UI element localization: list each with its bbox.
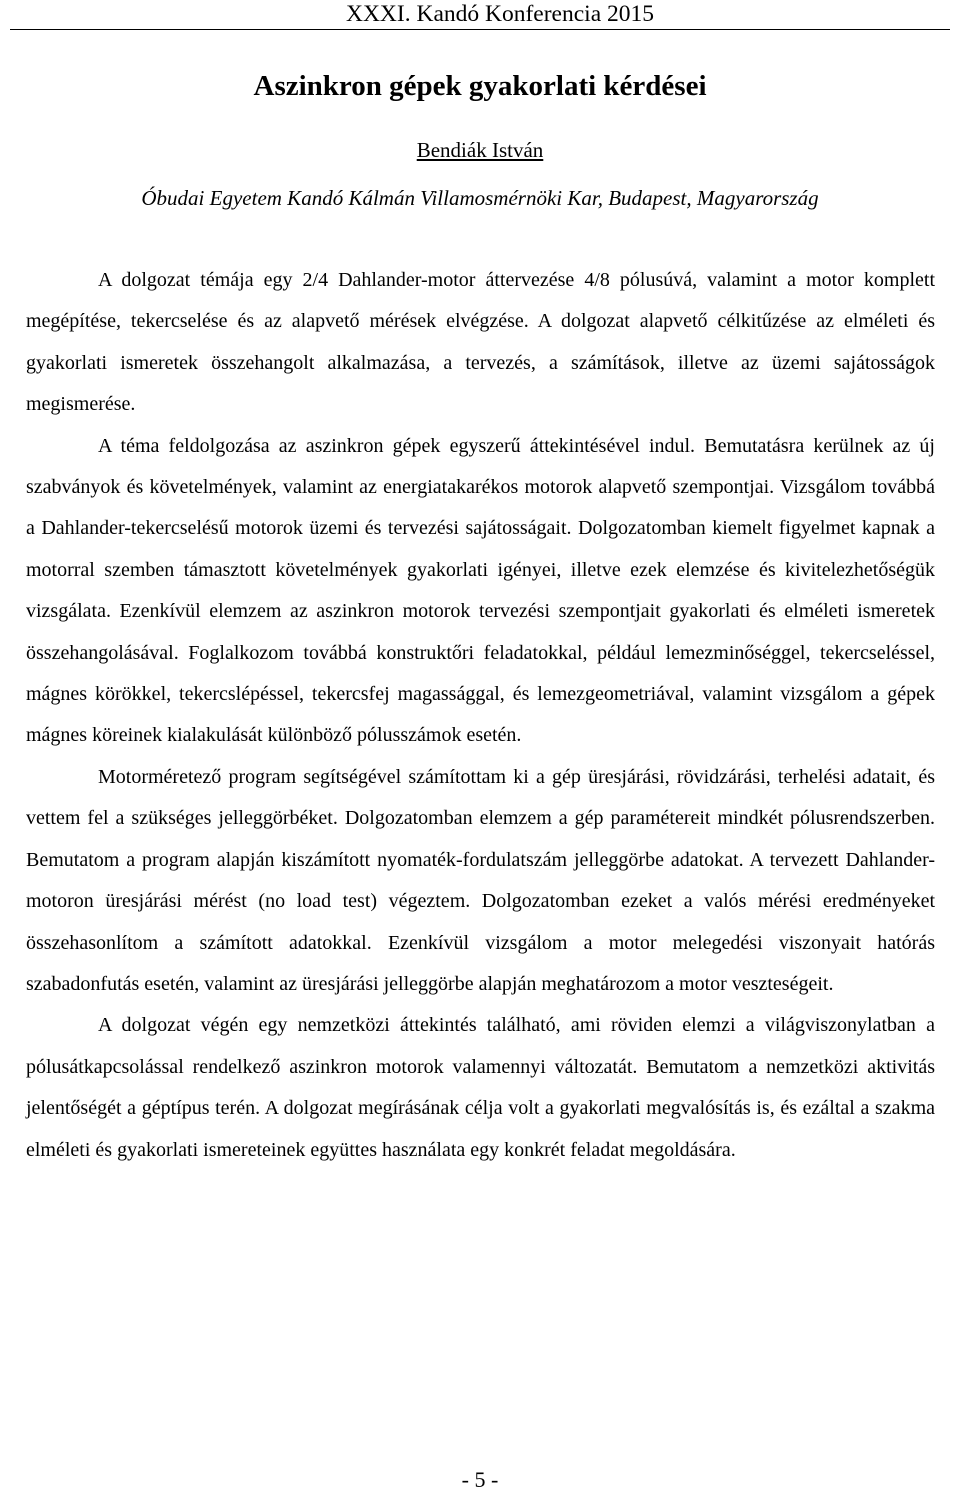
author-affiliation: Óbudai Egyetem Kandó Kálmán Villamosmérnöki Kar, Budapest, Magyarország xyxy=(141,186,819,210)
paragraph-1: A dolgozat témája egy 2/4 Dahlander-motor áttervezése 4/8 pólusúvá, valamint a motor komplett megépítése, tekercselése és az alapvető mérések elvégzése. A dolgozat alapvető célkitűzése az elméleti és gyakorlati ismeretek összehangolt alkalmazása, a tervezés, a számítások, illetve az üzemi sajátosságok megismerése. xyxy=(26,269,935,416)
running-header xyxy=(0,0,960,34)
header-rule xyxy=(10,29,950,30)
paragraph-2: A téma feldolgozása az aszinkron gépek egyszerű áttekintésével indul. Bemutatásra kerülnek az új szabványok és követelmények, valamint az energiatakarékos motorok alapvető szempontjai. Vizsgálom továbbá a Dahlander-tekercselésű motorok üzemi és tervezési sajátosságait. Dolgozatomban kiemelt figyelmet kapnak a motorral szemben támasztott követelmények gyakorlati igényei, illetve ezek elemzése és kivitelezhetőségük vizsgálata. Ezenkívül elemzem az aszinkron motorok tervezési szempontjait gyakorlati és elméleti ismeretek összehangolásával. Foglalkozom továbbá konstruktőri feladatokkal, például lemezminőséggel, tekercseléssel, mágnes körökkel, tekercslépéssel, tekercsfej magassággal, és lemezgeometriával, valamint vizsgálom a gépek mágnes köreinek kialakulását különböző pólusszámok esetén. xyxy=(26,434,935,747)
paragraph-3: Motorméretező program segítségével számítottam ki a gép üresjárási, rövidzárási, terhelési adatait, és vettem fel a szükséges jelleggörbéket. Dolgozatomban elemzem a gép paramétereit mindkét pólusrendszerben. Bemutatom a program alapján kiszámított nyomaték-fordulatszám jelleggörbe adatokat. A tervezett Dahlander-motoron üresjárási mérést (no load test) végeztem. Dolgozatomban ezeket a valós mérési eredményeket összehasonlítom a számított adatokkal. Ezenkívül vizsgálom a motor melegedési viszonyait hatórás szabadonfutás esetén, valamint az üresjárási jelleggörbe alapján meghatározom a motor veszteségeit. xyxy=(26,765,935,995)
author-name: Bendiák István xyxy=(416,138,544,162)
page-number: - 5 - xyxy=(461,1467,499,1492)
paper-title: Aszinkron gépek gyakorlati kérdései xyxy=(253,70,707,102)
paragraph-4: A dolgozat végén egy nemzetközi áttekintés található, ami röviden elemzi a világviszonylatban a pólusátkapcsolással rendelkező aszinkron motorok valamennyi változatát. Bemutatom a nemzetközi aktivitás jelentőségét a géptípus terén. A dolgozat megírásának célja volt a gyakorlati megvalósítás is, és ezáltal a szakma elméleti és gyakorlati ismereteinek együttes használata egy konkrét feladat megoldására. xyxy=(26,1014,935,1161)
conference-name: XXXI. Kandó Konferencia 2015 xyxy=(345,1,654,27)
abstract-body xyxy=(26,260,935,1171)
